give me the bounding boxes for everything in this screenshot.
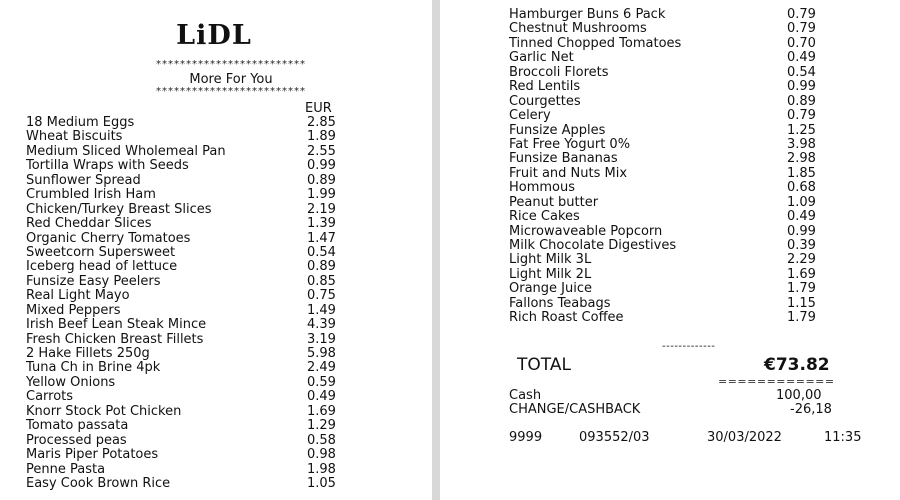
item-name: Fresh Chicken Breast Fillets bbox=[26, 331, 204, 347]
item-name: Orange Juice bbox=[509, 281, 592, 297]
item-price: 1.89 bbox=[307, 129, 336, 145]
currency-label: EUR bbox=[305, 101, 332, 116]
item-price: 0.59 bbox=[307, 374, 336, 390]
item-row bbox=[26, 318, 356, 332]
item-price: 5.98 bbox=[307, 346, 336, 361]
item-row bbox=[509, 181, 839, 195]
item-price: 1.49 bbox=[307, 302, 336, 318]
stars-divider-bottom: ************************* bbox=[156, 86, 306, 97]
item-price: 0.98 bbox=[307, 447, 336, 463]
item-price: 2.55 bbox=[307, 143, 336, 159]
item-row bbox=[26, 390, 356, 404]
cash-label: Cash bbox=[509, 388, 542, 403]
item-name: Hommous bbox=[509, 180, 576, 196]
item-price: 3.19 bbox=[307, 331, 336, 347]
item-row bbox=[509, 37, 839, 51]
item-price: 0.99 bbox=[307, 158, 336, 174]
item-name: Medium Sliced Wholemeal Pan bbox=[26, 143, 226, 159]
item-name: Hamburger Buns 6 Pack bbox=[509, 7, 666, 22]
item-row bbox=[26, 188, 356, 202]
lidl-logo bbox=[158, 18, 270, 52]
item-price: 1.29 bbox=[307, 418, 336, 434]
item-row bbox=[26, 289, 356, 303]
item-row bbox=[509, 95, 839, 109]
item-name: Tuna Ch in Brine 4pk bbox=[26, 360, 161, 376]
item-row bbox=[509, 167, 839, 181]
change-value: -26,18 bbox=[790, 402, 832, 417]
item-name: Tortilla Wraps with Seeds bbox=[26, 158, 189, 174]
item-row bbox=[26, 361, 356, 375]
item-name: Penne Pasta bbox=[26, 461, 106, 477]
item-name: Easy Cook Brown Rice bbox=[26, 475, 171, 491]
item-name: Tomato passata bbox=[26, 418, 129, 434]
item-name: Wheat Biscuits bbox=[26, 129, 123, 145]
item-row bbox=[509, 8, 839, 22]
item-row bbox=[509, 311, 839, 325]
item-price: 0.79 bbox=[787, 108, 816, 124]
item-row bbox=[26, 405, 356, 419]
item-row bbox=[26, 477, 356, 491]
item-name: Knorr Stock Pot Chicken bbox=[26, 403, 182, 419]
item-name: Red Lentils bbox=[509, 79, 581, 95]
item-row bbox=[509, 124, 839, 138]
item-name: Rich Roast Coffee bbox=[509, 310, 624, 326]
item-row bbox=[26, 376, 356, 390]
item-name: Peanut butter bbox=[509, 194, 599, 210]
item-row bbox=[509, 80, 839, 94]
item-name: Chestnut Mushrooms bbox=[509, 21, 647, 37]
item-price: 1.05 bbox=[307, 475, 336, 491]
item-name: Fat Free Yogurt 0% bbox=[509, 136, 631, 152]
item-name: Iceberg head of lettuce bbox=[26, 259, 178, 275]
item-name: Broccoli Florets bbox=[509, 64, 609, 80]
item-price: 1.79 bbox=[787, 281, 816, 297]
item-name: Sweetcorn Supersweet bbox=[26, 244, 176, 260]
item-price: 0.70 bbox=[787, 35, 816, 51]
item-row bbox=[509, 138, 839, 152]
item-price: 1.98 bbox=[307, 461, 336, 477]
item-name: Mixed Peppers bbox=[26, 302, 121, 318]
page-divider bbox=[432, 0, 440, 500]
item-name: Funsize Apples bbox=[509, 122, 606, 138]
item-price: 4.39 bbox=[307, 317, 336, 333]
item-price: 2.49 bbox=[307, 360, 336, 376]
item-row bbox=[509, 196, 839, 210]
item-price: 2.29 bbox=[787, 252, 816, 268]
item-row bbox=[26, 145, 356, 159]
item-name: Yellow Onions bbox=[26, 374, 116, 390]
item-name: Tinned Chopped Tomatoes bbox=[509, 35, 682, 51]
item-row bbox=[509, 282, 839, 296]
item-price: 1.85 bbox=[787, 165, 816, 181]
receipt-right-page bbox=[440, 0, 900, 500]
item-row bbox=[26, 159, 356, 173]
equals-divider: ============ bbox=[718, 375, 835, 388]
item-row bbox=[509, 66, 839, 80]
item-row bbox=[26, 232, 356, 246]
item-price: 2.85 bbox=[307, 115, 336, 130]
item-row bbox=[509, 109, 839, 123]
item-price: 0.68 bbox=[787, 180, 816, 196]
item-price: 0.99 bbox=[787, 223, 816, 239]
item-row bbox=[26, 203, 356, 217]
item-row bbox=[509, 51, 839, 65]
item-price: 0.58 bbox=[307, 432, 336, 448]
item-row bbox=[509, 210, 839, 224]
item-name: Fallons Teabags bbox=[509, 295, 611, 311]
item-name: Funsize Easy Peelers bbox=[26, 273, 161, 289]
item-price: 0.89 bbox=[787, 93, 816, 109]
item-name: Processed peas bbox=[26, 432, 127, 448]
item-name: Real Light Mayo bbox=[26, 288, 130, 304]
item-price: 1.09 bbox=[787, 194, 816, 210]
item-price: 1.69 bbox=[787, 266, 816, 282]
item-name: Rice Cakes bbox=[509, 209, 580, 225]
left-item-list bbox=[26, 116, 356, 491]
item-name: Maris Piper Potatoes bbox=[26, 447, 159, 463]
item-price: 1.69 bbox=[307, 403, 336, 419]
item-name: Organic Cherry Tomatoes bbox=[26, 230, 191, 246]
footer-time: 11:35 bbox=[824, 430, 862, 445]
item-price: 0.79 bbox=[787, 21, 816, 37]
item-price: 2.19 bbox=[307, 201, 336, 217]
item-row bbox=[509, 253, 839, 267]
item-price: 0.75 bbox=[307, 288, 336, 304]
item-row bbox=[26, 463, 356, 477]
item-row bbox=[26, 246, 356, 260]
item-name: Funsize Bananas bbox=[509, 151, 618, 167]
item-name: 2 Hake Fillets 250g bbox=[26, 346, 150, 361]
item-price: 0.99 bbox=[787, 79, 816, 95]
item-row bbox=[26, 304, 356, 318]
item-price: 1.47 bbox=[307, 230, 336, 246]
item-price: 0.39 bbox=[787, 238, 816, 253]
item-row bbox=[26, 116, 356, 130]
item-row bbox=[26, 419, 356, 433]
item-name: Irish Beef Lean Steak Mince bbox=[26, 317, 207, 333]
item-price: 0.54 bbox=[307, 244, 336, 260]
item-row bbox=[26, 347, 356, 361]
right-item-list bbox=[509, 8, 839, 326]
item-name: Fruit and Nuts Mix bbox=[509, 165, 628, 181]
item-price: 1.25 bbox=[787, 122, 816, 138]
item-price: 3.98 bbox=[787, 136, 816, 152]
item-price: 0.85 bbox=[307, 273, 336, 289]
item-name: Celery bbox=[509, 108, 551, 124]
total-value: €73.82 bbox=[764, 355, 830, 375]
item-name: Light Milk 3L bbox=[509, 252, 592, 268]
item-name: Crumbled Irish Ham bbox=[26, 187, 156, 203]
item-price: 1.15 bbox=[787, 295, 816, 311]
item-price: 0.89 bbox=[307, 172, 336, 188]
item-row bbox=[509, 268, 839, 282]
item-row bbox=[509, 22, 839, 36]
stars-divider-top: ************************* bbox=[156, 59, 306, 70]
item-row bbox=[26, 275, 356, 289]
item-name: Carrots bbox=[26, 389, 74, 405]
item-name: 18 Medium Eggs bbox=[26, 115, 135, 130]
promo-text: More For You bbox=[189, 72, 273, 87]
item-price: 1.79 bbox=[787, 310, 816, 326]
item-row bbox=[26, 434, 356, 448]
item-price: 0.49 bbox=[787, 50, 816, 66]
item-name: Red Cheddar Slices bbox=[26, 216, 152, 232]
footer-transaction-number: 093552/03 bbox=[579, 430, 650, 445]
item-name: Chicken/Turkey Breast Slices bbox=[26, 201, 212, 217]
item-name: Garlic Net bbox=[509, 50, 574, 66]
cash-value: 100,00 bbox=[776, 388, 822, 403]
item-row bbox=[26, 174, 356, 188]
item-price: 0.79 bbox=[787, 7, 816, 22]
item-price: 1.99 bbox=[307, 187, 336, 203]
item-price: 0.49 bbox=[307, 389, 336, 405]
footer-date: 30/03/2022 bbox=[707, 430, 782, 445]
item-row bbox=[26, 333, 356, 347]
item-row bbox=[26, 260, 356, 274]
footer-store-number: 9999 bbox=[509, 430, 543, 445]
item-name: Courgettes bbox=[509, 93, 581, 109]
item-row bbox=[26, 130, 356, 144]
item-name: Light Milk 2L bbox=[509, 266, 592, 282]
item-price: 0.89 bbox=[307, 259, 336, 275]
lidl-logo-text: LiDL bbox=[176, 19, 252, 51]
item-name: Milk Chocolate Digestives bbox=[509, 238, 677, 253]
item-row bbox=[509, 225, 839, 239]
item-row bbox=[26, 217, 356, 231]
item-price: 1.39 bbox=[307, 216, 336, 232]
item-price: 0.54 bbox=[787, 64, 816, 80]
item-row bbox=[509, 239, 839, 253]
item-price: 0.49 bbox=[787, 209, 816, 225]
item-row bbox=[509, 297, 839, 311]
item-price: 2.98 bbox=[787, 151, 816, 167]
change-label: CHANGE/CASHBACK bbox=[509, 402, 641, 417]
dashes-divider: ------------- bbox=[662, 341, 716, 352]
item-row bbox=[26, 448, 356, 462]
item-name: Microwaveable Popcorn bbox=[509, 223, 663, 239]
receipt-left-page bbox=[0, 0, 432, 500]
item-name: Sunflower Spread bbox=[26, 172, 141, 188]
item-row bbox=[509, 152, 839, 166]
total-label: TOTAL bbox=[517, 355, 571, 375]
